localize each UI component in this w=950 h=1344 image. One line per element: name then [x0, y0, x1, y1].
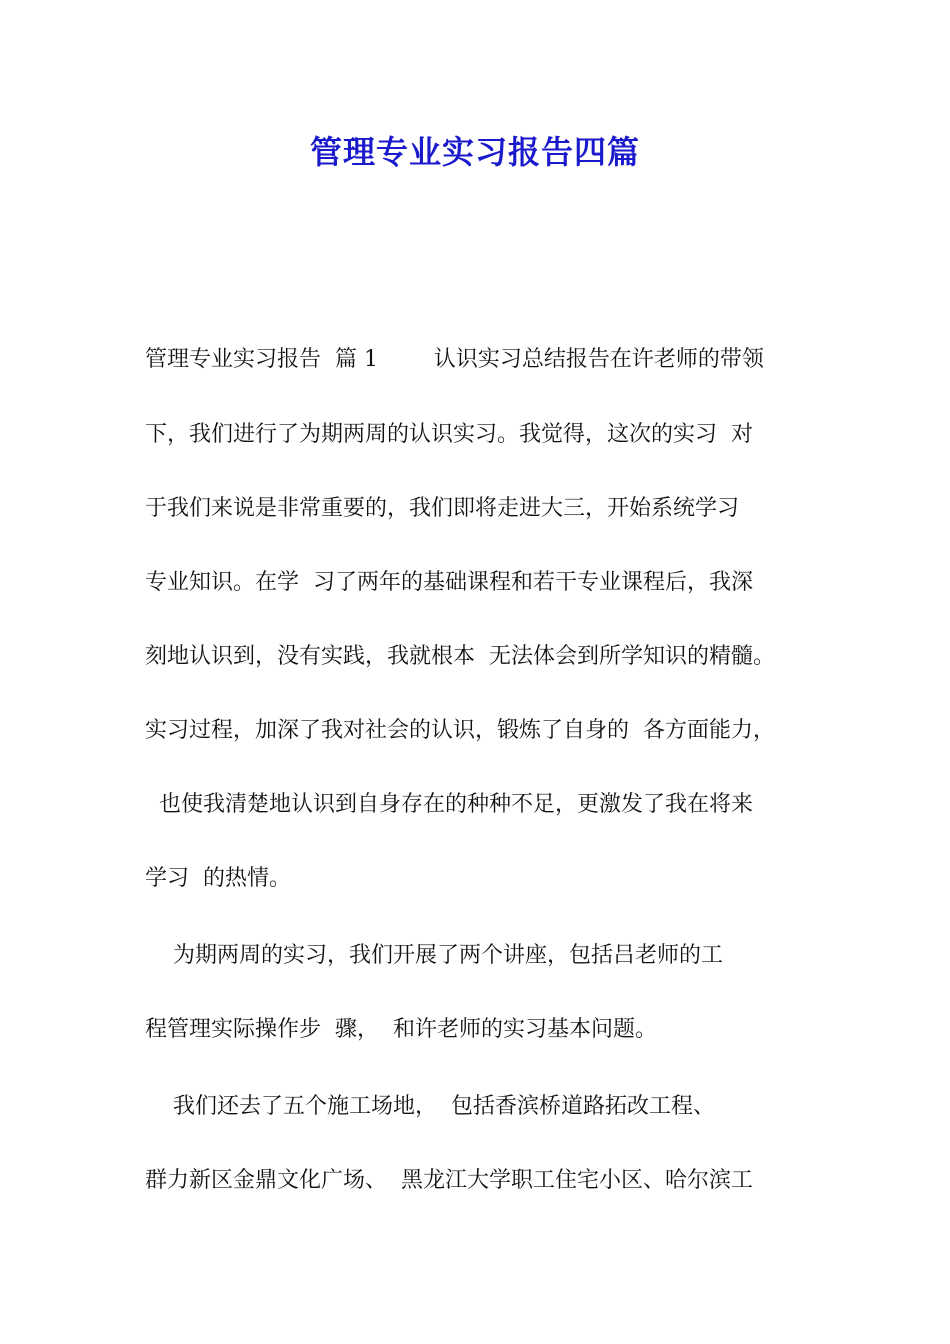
- paragraph-line: 专业知识。在学 习了两年的基础课程和若干专业课程后，我深: [145, 570, 753, 595]
- paragraph-line: 我们还去了五个施工场地， 包括香滨桥道路拓改工程、: [145, 1094, 715, 1119]
- document-title: 管理专业实习报告四篇: [309, 133, 640, 171]
- paragraph-line: 刻地认识到，没有实践，我就根本 无法体会到所学知识的精髓。: [145, 644, 775, 669]
- paragraph-line: 管理专业实习报告 篇 1 认识实习总结报告在许老师的带领: [145, 347, 764, 372]
- paragraph-line: 下，我们进行了为期两周的认识实习。我觉得，这次的实习 对: [145, 422, 753, 447]
- paragraph-line: 程管理实际操作步 骤， 和许老师的实习基本问题。: [145, 1017, 657, 1042]
- paragraph-line: 为期两周的实习，我们开展了两个讲座，包括吕老师的工: [145, 943, 723, 968]
- paragraph-line: 于我们来说是非常重要的，我们即将走进大三，开始系统学习: [145, 496, 740, 521]
- paragraph-line: 实习过程，加深了我对社会的认识，锻炼了自身的 各方面能力，: [145, 718, 775, 743]
- paragraph-line: 群力新区金鼎文化广场、 黑龙江大学职工住宅小区、哈尔滨工: [145, 1168, 753, 1193]
- paragraph-line: 也使我清楚地认识到自身存在的种种不足，更激发了我在将来: [145, 792, 753, 817]
- paragraph-line: 学习 的热情。: [145, 866, 291, 891]
